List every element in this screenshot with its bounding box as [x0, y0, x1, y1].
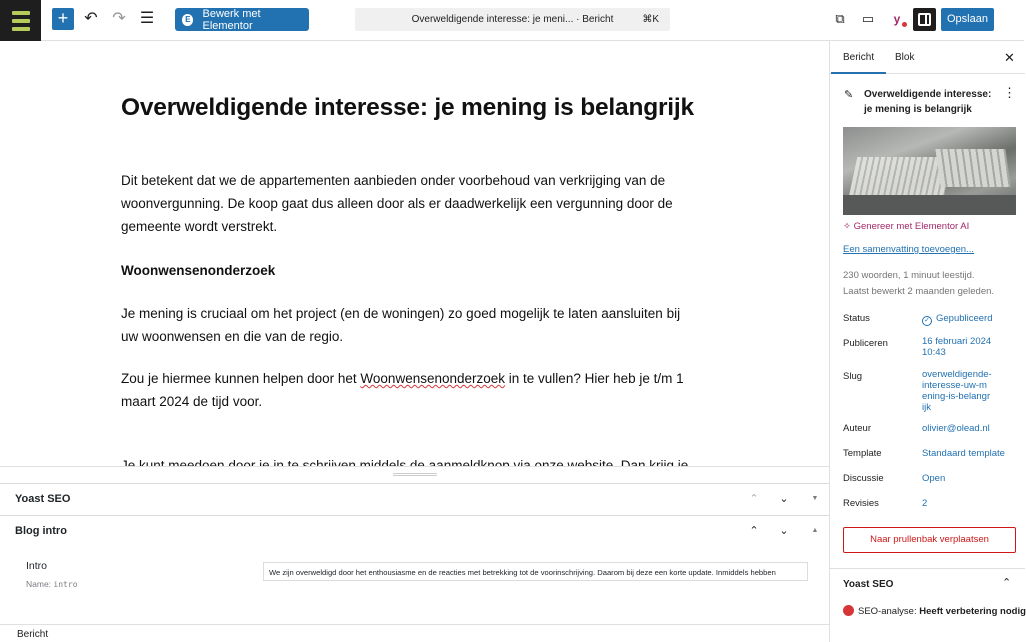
sidebar-post-title: Overweldigende interesse: je mening is belangrijk	[864, 89, 992, 115]
yoast-seo-icon[interactable]: y	[887, 9, 907, 29]
move-down-icon[interactable]: ⌄	[779, 525, 789, 537]
discussion-value[interactable]: Open	[922, 473, 946, 484]
add-excerpt-link[interactable]: Een samenvatting toevoegen...	[843, 244, 974, 255]
seo-score-icon	[843, 605, 854, 616]
name-value: intro	[53, 580, 78, 589]
name-prefix: Name:	[26, 579, 52, 589]
seo-status-dot	[902, 22, 907, 27]
seo-analysis-label: SEO-analyse:	[858, 606, 917, 617]
editor-footer	[0, 624, 829, 642]
yoast-panel-title: Yoast SEO	[843, 579, 894, 590]
paragraph-block[interactable]: Je mening is cruciaal om het project (en de woningen) zo goed mogelijk te laten aansluiten bij uw woonwensen en die van de regio.	[121, 306, 681, 344]
yoast-metabox-header[interactable]	[0, 483, 829, 515]
ai-link-label: Genereer met Elementor AI	[853, 221, 970, 232]
logo-bar-icon	[12, 11, 30, 15]
undo-icon[interactable]: ↶	[84, 10, 98, 27]
metabox-title: Blog intro	[15, 525, 67, 537]
generate-with-elementor-ai-link[interactable]	[843, 221, 969, 232]
post-meta-info	[843, 268, 1013, 300]
settings-sidebar	[829, 41, 1024, 642]
more-options-icon[interactable]: ⋮	[1003, 85, 1016, 100]
paragraph-block[interactable]	[121, 367, 701, 413]
command-shortcut: ⌘K	[642, 14, 659, 25]
tab-block[interactable]: Blok	[895, 52, 915, 63]
sparkle-icon: ✧	[843, 221, 851, 232]
toggle-panel-icon[interactable]: ▲	[811, 527, 819, 534]
yoast-panel-header[interactable]	[830, 568, 1025, 598]
intro-field-label: Intro	[26, 560, 48, 572]
move-up-icon[interactable]: ⌃	[749, 525, 759, 537]
list-view-icon[interactable]: ☰	[139, 10, 155, 27]
edit-with-elementor-button[interactable]	[175, 8, 309, 31]
resize-grip-icon	[393, 473, 437, 476]
slug-value[interactable]: overweldigende-interesse-uw-mening-is-belangrijk	[922, 369, 992, 413]
revisions-label: Revisies	[843, 498, 879, 509]
toggle-panel-icon[interactable]: ▼	[811, 495, 819, 502]
seo-analysis-row[interactable]	[843, 605, 1026, 617]
wordpress-logo-button[interactable]	[0, 0, 41, 41]
status-value[interactable]	[922, 313, 1017, 326]
publish-label: Publiceren	[843, 338, 888, 349]
edit-with-elementor-label: Bewerk met Elementor	[202, 7, 261, 32]
elementor-icon: E	[182, 14, 193, 26]
word-count: 230 woorden, 1 minuut leestijd.	[843, 270, 975, 281]
chevron-up-icon: ⌃	[1002, 577, 1012, 589]
image-building	[935, 149, 1010, 187]
status-text: Gepubliceerd	[936, 313, 993, 324]
image-road	[843, 195, 1016, 215]
template-label: Template	[843, 448, 882, 459]
sidebar-icon	[918, 13, 931, 26]
slug-label: Slug	[843, 371, 863, 382]
metabox-resize-handle[interactable]	[0, 466, 829, 483]
logo-bar-icon	[12, 27, 30, 31]
settings-sidebar-toggle[interactable]	[913, 8, 936, 31]
tab-post[interactable]: Bericht	[843, 52, 875, 63]
heading-block[interactable]: Woonwensenonderzoek	[121, 263, 276, 278]
seo-analysis-value: Heeft verbetering nodig	[919, 606, 1026, 617]
author-label: Auteur	[843, 423, 871, 434]
redo-icon[interactable]: ↷	[112, 10, 126, 27]
preview-device-icon[interactable]: ▭	[861, 11, 875, 26]
move-down-icon[interactable]: ⌄	[779, 493, 789, 505]
published-check-icon: ✓	[922, 316, 932, 326]
author-value[interactable]: olivier@olead.nl	[922, 423, 990, 434]
document-title: Overweldigende interesse: je meni... · Bericht	[411, 14, 614, 25]
move-to-trash-button[interactable]: Naar prullenbak verplaatsen	[843, 527, 1016, 553]
discussion-label: Discussie	[843, 473, 884, 484]
publish-date-value[interactable]: 16 februari 2024 10:43	[922, 336, 992, 358]
editor-top-bar	[0, 0, 1024, 41]
post-title[interactable]: Overweldigende interesse: je mening is belangrijk	[121, 94, 694, 121]
sidebar-tabs	[830, 41, 1025, 74]
breadcrumb[interactable]: Bericht	[17, 629, 49, 640]
view-post-icon[interactable]: ⧉	[835, 11, 845, 26]
logo-bar-icon	[12, 19, 30, 23]
post-type-icon: ✎	[844, 89, 854, 101]
editor-canvas	[0, 41, 829, 466]
intro-field-name	[26, 579, 78, 589]
close-icon[interactable]: ✕	[1004, 50, 1015, 65]
paragraph-text: in te vullen? Hier heb je t/m 1 maart 2024 de tijd voor.	[121, 371, 684, 409]
spellcheck-word: Woonwensenonderzoek	[360, 371, 506, 386]
last-edited: Laatst bewerkt 2 maanden geleden.	[843, 286, 995, 297]
blog-intro-metabox-header[interactable]	[0, 515, 829, 547]
featured-image[interactable]	[843, 127, 1016, 215]
intro-input[interactable]: We zijn overweldigd door het enthousiasme en de reacties met betrekking tot de voorinschrijving. Daarom bij deze een korte update. Inmiddels hebben	[263, 562, 808, 581]
metabox-title: Yoast SEO	[15, 493, 71, 505]
status-label: Status	[843, 313, 870, 324]
paragraph-block[interactable]: Dit betekent dat we de appartementen aanbieden onder voorbehoud van verkrijging van de woonvergunning. De koop gaat dus alleen door als er daadwerkelijk een vergunning door de gemeente wordt verstrekt.	[121, 173, 673, 234]
document-bar[interactable]	[355, 8, 670, 31]
paragraph-text: Zou je hiermee kunnen helpen door het	[121, 371, 361, 386]
move-up-icon[interactable]: ⌃	[749, 493, 759, 505]
save-button[interactable]: Opslaan	[941, 8, 994, 31]
add-block-button[interactable]: +	[52, 8, 74, 30]
template-value[interactable]: Standaard template	[922, 448, 1005, 459]
revisions-value[interactable]: 2	[922, 498, 928, 509]
